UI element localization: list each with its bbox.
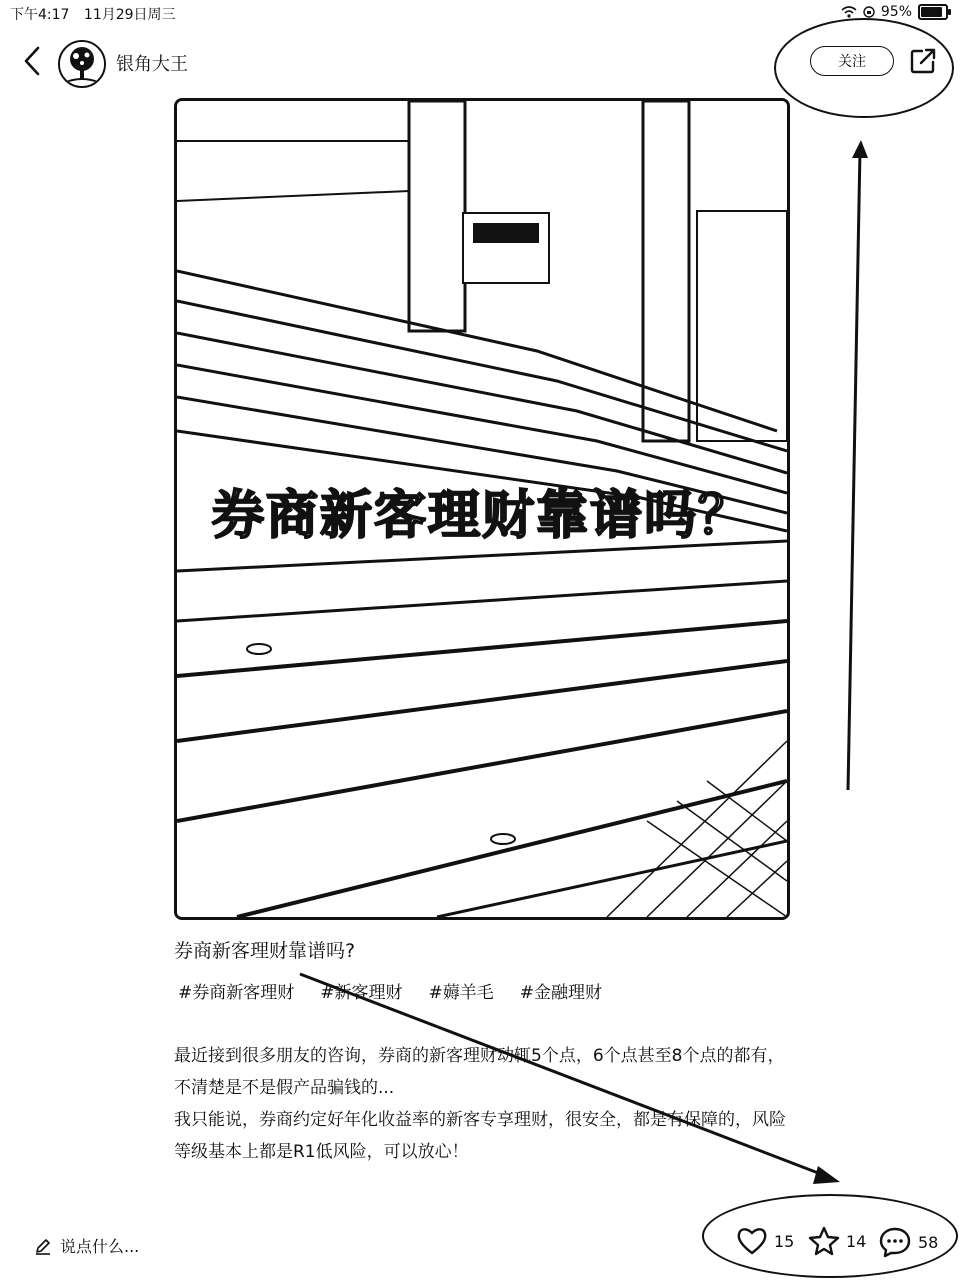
battery-percent: 95%: [880, 4, 912, 20]
comment-count: 58: [918, 1232, 939, 1252]
favorite-count: 14: [846, 1231, 867, 1251]
annotation-arrow-up: [848, 140, 868, 790]
avatar[interactable]: [58, 40, 106, 88]
comment-placeholder: 说点什么...: [60, 1237, 140, 1256]
body-paragraph: 最近接到很多朋友的咨询，券商的新客理财动辄5个点，6个点甚至8个点的都有，不清楚是不是假产品骗钱的...: [174, 1046, 785, 1098]
follow-button[interactable]: 关注: [810, 46, 894, 76]
like-count: 15: [774, 1231, 795, 1251]
pencil-icon: [34, 1237, 52, 1255]
wifi-icon: [841, 6, 857, 18]
battery-level-fill: [921, 7, 942, 17]
post-title: 券商新客理财靠谱吗?: [174, 940, 356, 962]
back-arrow-icon[interactable]: [18, 44, 48, 78]
post-body: [174, 1040, 794, 1232]
battery-icon: [918, 4, 948, 20]
cover-image[interactable]: [174, 98, 790, 920]
status-date: 11月29日周三: [83, 7, 176, 23]
comment-input[interactable]: [34, 1234, 139, 1257]
tag-link[interactable]: #新客理财: [320, 983, 403, 1003]
status-bar: [0, 0, 960, 26]
tag-link[interactable]: #券商新客理财: [178, 983, 295, 1003]
body-paragraph: 我只能说，券商约定好年化收益率的新客专享理财，很安全，都是有保障的，风险等级基本上都是R1低风险，可以放心！: [174, 1110, 786, 1162]
tag-list: [178, 978, 628, 1003]
tag-link[interactable]: #薅羊毛: [428, 983, 494, 1003]
status-time: 下午4:17: [10, 7, 70, 23]
cover-text: 券商新客理财靠谱吗？: [211, 486, 752, 546]
annotation-ellipse-top: [774, 18, 954, 118]
author-name[interactable]: 银角大王: [116, 54, 188, 75]
orientation-lock-icon: [863, 6, 875, 18]
tree-avatar-image: [60, 42, 104, 86]
annotation-ellipse-bottom: [702, 1194, 958, 1278]
tag-link[interactable]: #金融理财: [519, 983, 602, 1003]
